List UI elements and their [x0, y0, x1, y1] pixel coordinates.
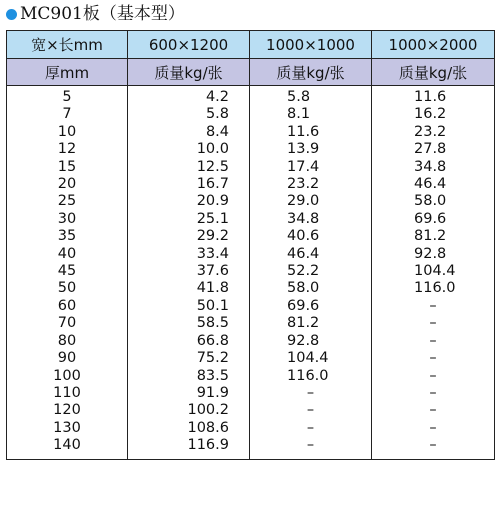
cell-mass-1000x2000: 27.8: [372, 141, 495, 158]
cell-mass-1000x1000: 40.6: [250, 228, 372, 245]
cell-thickness: 10: [7, 124, 128, 141]
cell-mass-1000x1000: 23.2: [250, 176, 372, 193]
cell-mass-600x1200: 116.9: [128, 437, 250, 459]
table-row: [7, 246, 495, 263]
cell-mass-1000x2000: 16.2: [372, 106, 495, 123]
cell-mass-1000x1000: 34.8: [250, 211, 372, 228]
cell-mass-1000x2000: 11.6: [372, 86, 495, 107]
cell-mass-1000x1000: 69.6: [250, 298, 372, 315]
size-header-row: [7, 31, 495, 59]
bullet-dot-icon: [6, 9, 17, 20]
cell-thickness: 25: [7, 193, 128, 210]
cell-mass-600x1200: 20.9: [128, 193, 250, 210]
cell-mass-1000x1000: 104.4: [250, 350, 372, 367]
cell-mass-1000x2000: –: [372, 437, 495, 459]
cell-thickness: 12: [7, 141, 128, 158]
header-mass-3: 质量kg/张: [372, 59, 495, 86]
cell-mass-600x1200: 12.5: [128, 159, 250, 176]
cell-mass-600x1200: 33.4: [128, 246, 250, 263]
table-row: [7, 211, 495, 228]
table-row: [7, 280, 495, 297]
cell-mass-600x1200: 16.7: [128, 176, 250, 193]
cell-mass-600x1200: 41.8: [128, 280, 250, 297]
cell-mass-1000x2000: –: [372, 315, 495, 332]
table-row: [7, 228, 495, 245]
header-size-label: 宽×长mm: [7, 31, 128, 59]
cell-thickness: 100: [7, 368, 128, 385]
cell-mass-1000x2000: –: [372, 420, 495, 437]
table-body: [7, 86, 495, 460]
table-row: [7, 159, 495, 176]
table-row: [7, 333, 495, 350]
table-row: [7, 263, 495, 280]
table-title: [6, 0, 185, 28]
cell-mass-600x1200: 58.5: [128, 315, 250, 332]
cell-mass-1000x2000: –: [372, 402, 495, 419]
cell-mass-1000x1000: 13.9: [250, 141, 372, 158]
cell-mass-1000x1000: –: [250, 385, 372, 402]
cell-mass-1000x1000: 46.4: [250, 246, 372, 263]
cell-mass-1000x2000: 92.8: [372, 246, 495, 263]
cell-mass-600x1200: 75.2: [128, 350, 250, 367]
cell-mass-1000x2000: 81.2: [372, 228, 495, 245]
table-row: [7, 385, 495, 402]
cell-mass-1000x1000: 11.6: [250, 124, 372, 141]
header-size-600x1200: 600×1200: [128, 31, 250, 59]
cell-mass-1000x1000: 58.0: [250, 280, 372, 297]
table-row: [7, 193, 495, 210]
cell-thickness: 30: [7, 211, 128, 228]
cell-mass-600x1200: 66.8: [128, 333, 250, 350]
table-row: [7, 350, 495, 367]
cell-thickness: 20: [7, 176, 128, 193]
cell-mass-600x1200: 37.6: [128, 263, 250, 280]
cell-mass-1000x1000: 81.2: [250, 315, 372, 332]
cell-thickness: 70: [7, 315, 128, 332]
table-row: [7, 437, 495, 459]
cell-mass-1000x2000: –: [372, 298, 495, 315]
cell-mass-1000x1000: –: [250, 402, 372, 419]
unit-header-row: [7, 59, 495, 86]
cell-thickness: 130: [7, 420, 128, 437]
cell-thickness: 60: [7, 298, 128, 315]
header-mass-2: 质量kg/张: [250, 59, 372, 86]
cell-mass-1000x2000: 69.6: [372, 211, 495, 228]
cell-mass-1000x2000: –: [372, 385, 495, 402]
cell-mass-1000x2000: 116.0: [372, 280, 495, 297]
cell-mass-1000x1000: 8.1: [250, 106, 372, 123]
table-row: [7, 368, 495, 385]
cell-mass-1000x2000: 23.2: [372, 124, 495, 141]
cell-thickness: 80: [7, 333, 128, 350]
cell-mass-600x1200: 4.2: [128, 86, 250, 107]
cell-mass-1000x2000: –: [372, 333, 495, 350]
table-row: [7, 315, 495, 332]
cell-mass-1000x2000: 58.0: [372, 193, 495, 210]
table-row: [7, 124, 495, 141]
cell-mass-600x1200: 25.1: [128, 211, 250, 228]
table-row: [7, 86, 495, 107]
cell-mass-1000x2000: –: [372, 368, 495, 385]
table-title-text: MC901板（基本型）: [20, 4, 185, 24]
cell-thickness: 5: [7, 86, 128, 107]
cell-mass-600x1200: 5.8: [128, 106, 250, 123]
cell-thickness: 140: [7, 437, 128, 459]
cell-mass-600x1200: 100.2: [128, 402, 250, 419]
cell-mass-1000x1000: 92.8: [250, 333, 372, 350]
weight-spec-table: [6, 30, 495, 460]
cell-mass-1000x2000: 34.8: [372, 159, 495, 176]
header-size-1000x2000: 1000×2000: [372, 31, 495, 59]
cell-thickness: 40: [7, 246, 128, 263]
table-row: [7, 420, 495, 437]
table-row: [7, 298, 495, 315]
table-row: [7, 141, 495, 158]
cell-thickness: 120: [7, 402, 128, 419]
cell-mass-600x1200: 91.9: [128, 385, 250, 402]
cell-mass-1000x2000: –: [372, 350, 495, 367]
cell-mass-1000x1000: 29.0: [250, 193, 372, 210]
cell-mass-600x1200: 50.1: [128, 298, 250, 315]
cell-mass-1000x1000: –: [250, 420, 372, 437]
cell-mass-1000x2000: 46.4: [372, 176, 495, 193]
cell-mass-1000x1000: 5.8: [250, 86, 372, 107]
cell-thickness: 90: [7, 350, 128, 367]
cell-mass-600x1200: 108.6: [128, 420, 250, 437]
cell-mass-1000x1000: –: [250, 437, 372, 459]
cell-mass-1000x1000: 52.2: [250, 263, 372, 280]
header-mass-1: 质量kg/张: [128, 59, 250, 86]
cell-thickness: 15: [7, 159, 128, 176]
cell-thickness: 7: [7, 106, 128, 123]
cell-thickness: 45: [7, 263, 128, 280]
cell-mass-1000x1000: 116.0: [250, 368, 372, 385]
cell-mass-600x1200: 8.4: [128, 124, 250, 141]
cell-thickness: 35: [7, 228, 128, 245]
cell-thickness: 50: [7, 280, 128, 297]
cell-mass-1000x2000: 104.4: [372, 263, 495, 280]
cell-mass-600x1200: 83.5: [128, 368, 250, 385]
cell-thickness: 110: [7, 385, 128, 402]
table-row: [7, 106, 495, 123]
cell-mass-600x1200: 10.0: [128, 141, 250, 158]
table-row: [7, 402, 495, 419]
cell-mass-600x1200: 29.2: [128, 228, 250, 245]
table-row: [7, 176, 495, 193]
header-size-1000x1000: 1000×1000: [250, 31, 372, 59]
cell-mass-1000x1000: 17.4: [250, 159, 372, 176]
header-thickness: 厚mm: [7, 59, 128, 86]
